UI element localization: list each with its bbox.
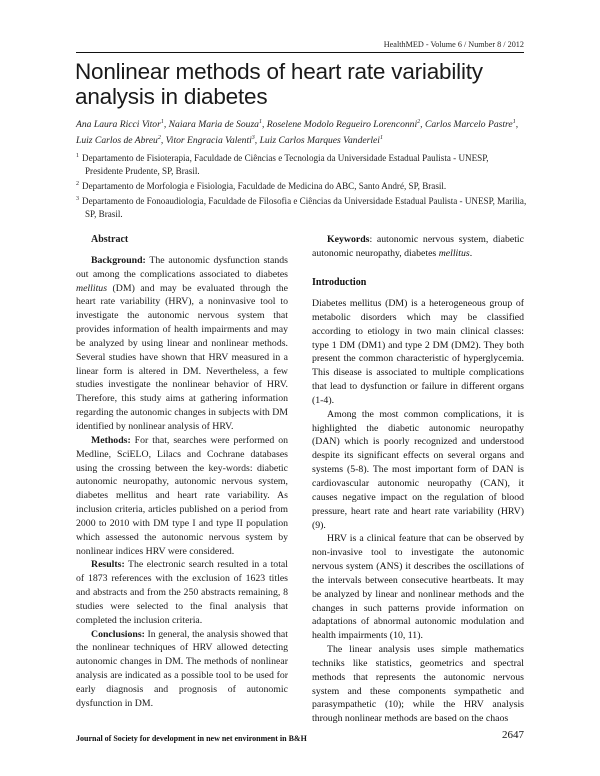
author-name: Carlos Marcelo Pastre	[424, 119, 513, 131]
background-text-a: The autonomic dysfunction stands out among the complications associated to diabetes	[76, 254, 288, 280]
methods-text: For that, searches were performed on Medline, SciELO, Lilacs and Cochrane databases using the crossing between the key-words: diabetic autonomic neuropathy, autonomic nervous system, diabetes mellitus and heart rate variability. As inclusion criteria, articles published on a period from 2000 to 2010 with DM type I and type II population which assessed the autonomic nervous system by nonlinear indices HRV were considered.	[76, 434, 288, 557]
keywords-text-b: .	[469, 247, 473, 259]
introduction-body	[312, 297, 524, 726]
author-name: Naiara Maria de Souza	[168, 119, 259, 131]
article-title: Nonlinear methods of heart rate variability analysis in diabetes	[75, 59, 483, 109]
author-name: Ana Laura Ricci Vitor	[76, 119, 161, 131]
intro-paragraph: The linear analysis uses simple mathematics techniks like statistics, geometrics and spectral methods that represents the autonomic nervous system and these components sympathetic and parasympathetic (10); while the HRV analysis through nonlinear methods are based on the chaos	[312, 644, 524, 725]
abstract-background	[76, 254, 288, 434]
affiliation-text: Departamento de Fonoaudiologia, Faculdade de Filosofia e Ciências da Universidade Estadual Paulista - UNESP, Marilia, SP, Brasil.	[82, 195, 527, 219]
background-em: mellitus	[76, 282, 108, 294]
author-affiliation-mark: 2	[157, 134, 161, 141]
intro-paragraph: Diabetes mellitus (DM) is a heterogeneous group of metabolic disorders which may be classified according to etiology in two main clinical classes: type 1 DM (DM1) and type 2 DM (DM2). They both present the common characteristic of hyperglycemia. This disease is associated to multiple complications that lead to dysfunction or failure in different organs (1-4).	[312, 298, 524, 406]
affiliation	[76, 178, 528, 193]
abstract-methods	[76, 434, 288, 559]
abstract-column	[76, 233, 288, 711]
keywords-text-a: : autonomic nervous system, diabetic autonomic neuropathy, diabetes	[312, 234, 524, 259]
author-affiliation-mark: 1	[160, 119, 164, 125]
background-text-b: (DM) and may be evaluated through the heart rate variability (HRV), a noninvasive tool to investigate the autonomic nervous system that provides information of health impairments and may be analyzed by using linear and nonlinear methods. Several studies have shown that HRV measured in a linear form is altered in DM. Nevertheless, a few studies investigate the nonlinear behavior of HRV. Therefore, this study aims at gathering information regarding the autonomic changes in subjects with DM identified by nonlinear analysis of HRV.	[76, 282, 288, 432]
introduction-heading: Introduction	[312, 277, 367, 288]
methods-label: Methods:	[91, 434, 131, 446]
conclusions-label: Conclusions:	[91, 628, 145, 640]
author-affiliation-mark: 1	[512, 119, 516, 125]
journal-header: HealthMED - Volume 6 / Number 8 / 2012	[383, 40, 524, 49]
keywords	[312, 233, 524, 261]
intro-paragraph: Among the most common complications, it is highlighted the diabetic autonomic neuropathy (DAN) which is poorly recognized and understood despite its significant effects on several organs and systems (5-8). The most important form of DAN is cardiovascular autonomic neuropathy (CAN), it causes negative impact on the regulation of blood pressure, heart rate and heart rate variability (HRV) (9).	[312, 408, 524, 531]
author-list: Ana Laura Ricci Vitor$^1$, Naiara Maria de Souza$^1$, Roselene Modolo Regueiro Lorenconni$^2$, Carlos Marcelo Pastre$^1$, Luiz Carlos de Abreu$^2$, Vitor Engracia Valenti$^3$, Luiz Carlos Marques Vanderlei$^1$	[76, 119, 519, 146]
affiliation-text: Departamento de Morfologia e Fisiologia, Faculdade de Medicina do ABC, Santo André, SP, Brasil.	[82, 180, 447, 191]
author-name: Roselene Modolo Regueiro Lorenconni	[266, 119, 418, 131]
author-affiliation-mark: 1	[379, 134, 383, 141]
header-rule	[76, 52, 524, 53]
author-affiliation-mark: 2	[417, 119, 421, 125]
affiliation	[76, 193, 528, 221]
author-name: Luiz Carlos de Abreu	[76, 134, 158, 146]
conclusions-text: In general, the analysis showed that the nonlinear techniques of HRV allowed detecting autonomic changes in DM. The methods of nonlinear analysis are indicated as a possible tool to be used for early diagnosis and prognosis of autonomic dysfunction in DM.	[76, 628, 288, 709]
abstract-conclusions	[76, 628, 288, 711]
author-name: Vitor Engracia Valenti	[165, 134, 252, 146]
affiliation-text: Departamento de Fisioterapia, Faculdade de Ciências e Tecnologia da Universidade Estadual Paulista - UNESP, Presidente Prudente, SP, Brasil.	[82, 153, 489, 176]
keywords-em: mellitus	[438, 247, 470, 259]
background-label: Background:	[91, 254, 146, 266]
abstract-heading: Abstract	[91, 234, 129, 245]
results-text: The electronic search resulted in a total of 1873 references with the exclusion of 1623 titles and abstracts and from the 250 abstracts remaining, 8 studies were selected to the final analysis that completed the inclusion criteria.	[76, 559, 288, 626]
abstract-results	[76, 558, 288, 627]
intro-paragraph: HRV is a clinical feature that can be observed by non-invasive tool to investigate the autonomic nervous system (ANS) it describes the oscillations of the intervals between consecutive heartbeats. It may be analyzed by linear and nonlinear methods and the changes in such patterns provide information on adaptations of abnormal autonomic modulation and health impairments (10, 11).	[312, 533, 524, 642]
author-affiliation-mark: 1	[258, 119, 262, 125]
affiliation-mark: 2	[76, 180, 79, 187]
results-label: Results:	[91, 559, 125, 571]
page-number: 2647	[502, 729, 524, 741]
affiliation-list	[76, 150, 528, 221]
keywords-label: Keywords	[327, 234, 370, 245]
affiliation	[76, 150, 528, 178]
affiliation-mark: 1	[76, 153, 79, 159]
footer-journal: Journal of Society for development in new net environment in B&H	[76, 734, 307, 743]
author-affiliation-mark: 3	[251, 134, 255, 141]
affiliation-mark: 3	[76, 195, 79, 202]
author-name: Luiz Carlos Marques Vanderlei	[259, 134, 380, 146]
